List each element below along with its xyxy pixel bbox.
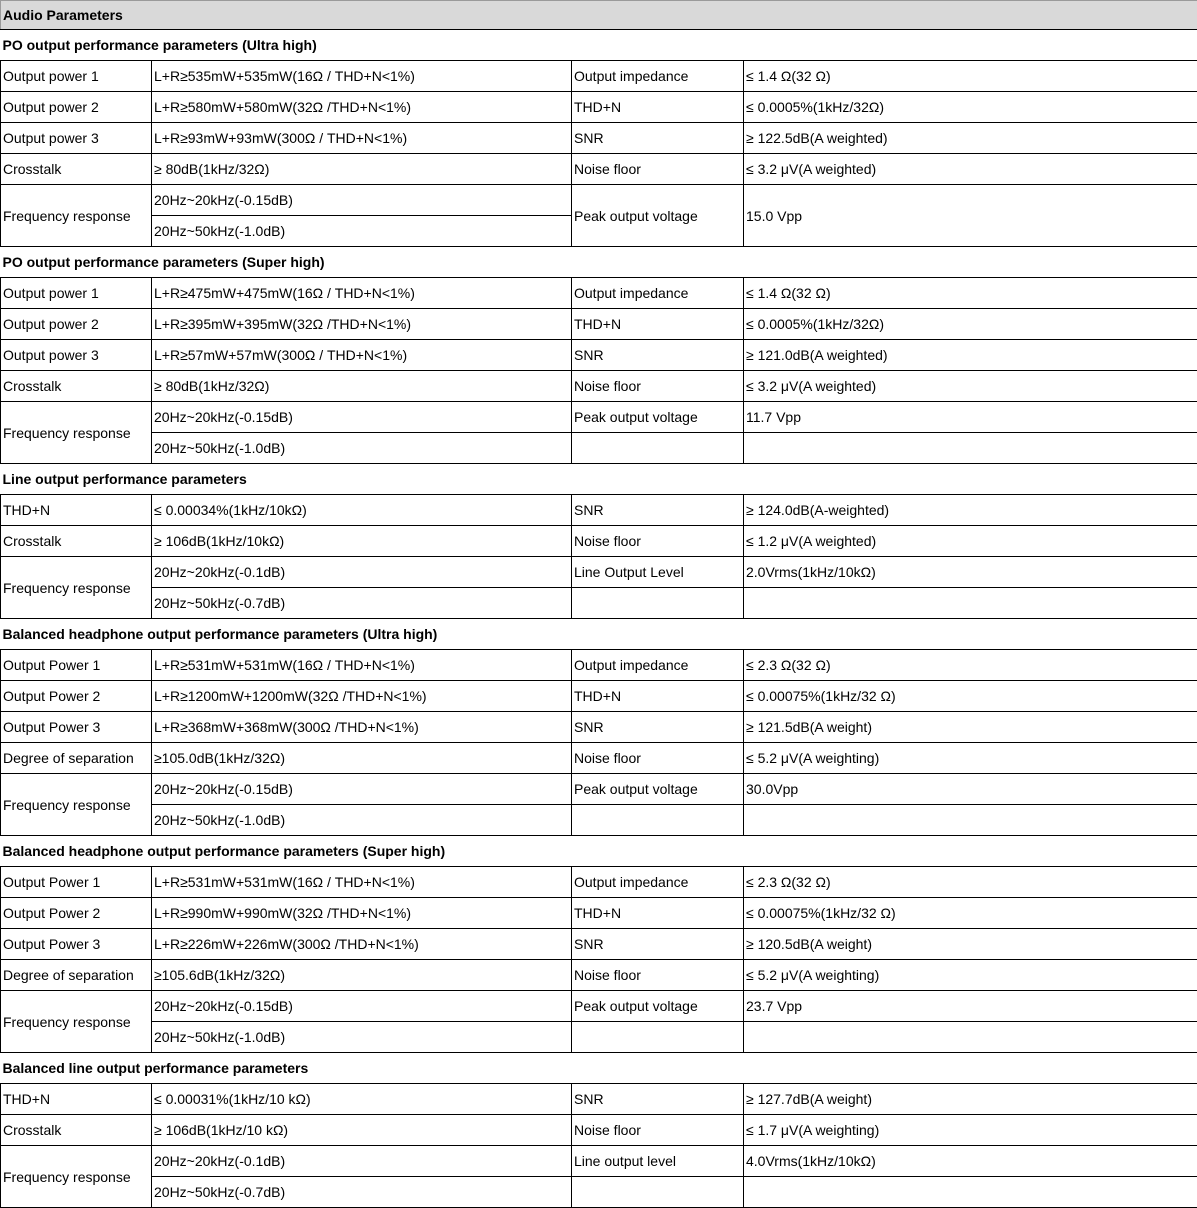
cell-param: Noise floor	[572, 960, 744, 991]
cell-param-value: ≤ 2.3 Ω(32 Ω)	[744, 650, 1197, 681]
cell-param: Noise floor	[572, 154, 744, 185]
cell-value: L+R≥1200mW+1200mW(32Ω /THD+N<1%)	[152, 681, 572, 712]
cell-value: L+R≥368mW+368mW(300Ω /THD+N<1%)	[152, 712, 572, 743]
cell-param: Noise floor	[572, 743, 744, 774]
table-row	[1, 371, 1197, 402]
cell-param: Noise floor	[572, 1115, 744, 1146]
section-title: Balanced headphone output performance parameters (Ultra high)	[1, 619, 1197, 650]
frequency-response-row	[1, 557, 1197, 588]
cell-param-value: ≥ 121.5dB(A weight)	[744, 712, 1197, 743]
table-row	[1, 1084, 1197, 1115]
frequency-response-row	[1, 991, 1197, 1022]
cell-label: Crosstalk	[1, 526, 152, 557]
page-title: Audio Parameters	[1, 1, 1197, 30]
frequency-response-value-2: 20Hz~50kHz(-1.0dB)	[152, 805, 572, 836]
table-row	[1, 61, 1197, 92]
frequency-response-row	[1, 402, 1197, 433]
cell-label: Crosstalk	[1, 154, 152, 185]
cell-label: THD+N	[1, 495, 152, 526]
cell-param: Peak output voltage	[572, 402, 744, 433]
cell-label: Output power 2	[1, 309, 152, 340]
section-header-row	[1, 30, 1197, 61]
cell-value: ≥ 106dB(1kHz/10 kΩ)	[152, 1115, 572, 1146]
cell-param-value: ≤ 1.4 Ω(32 Ω)	[744, 278, 1197, 309]
frequency-response-row	[1, 1146, 1197, 1177]
cell-param-value: ≤ 1.4 Ω(32 Ω)	[744, 61, 1197, 92]
cell-label: Output power 1	[1, 278, 152, 309]
cell-param: THD+N	[572, 681, 744, 712]
cell-param: Noise floor	[572, 371, 744, 402]
frequency-response-label: Frequency response	[1, 774, 152, 836]
cell-label: Output Power 2	[1, 898, 152, 929]
table-title-row	[1, 1, 1197, 30]
cell-param-value: ≥ 120.5dB(A weight)	[744, 929, 1197, 960]
cell-label: THD+N	[1, 1084, 152, 1115]
table-row	[1, 743, 1197, 774]
frequency-response-label: Frequency response	[1, 402, 152, 464]
cell-param-value: ≥ 127.7dB(A weight)	[744, 1084, 1197, 1115]
cell-value: ≤ 0.00034%(1kHz/10kΩ)	[152, 495, 572, 526]
cell-param: Output impedance	[572, 278, 744, 309]
table-row	[1, 929, 1197, 960]
frequency-response-label: Frequency response	[1, 185, 152, 247]
table-row	[1, 278, 1197, 309]
empty-cell	[572, 433, 744, 464]
frequency-response-row	[1, 1177, 1197, 1208]
frequency-response-value-1: 20Hz~20kHz(-0.15dB)	[152, 774, 572, 805]
section-title: Balanced line output performance parameters	[1, 1053, 1197, 1084]
cell-param: Peak output voltage	[572, 185, 744, 247]
cell-param: SNR	[572, 929, 744, 960]
cell-param-value: ≤ 0.0005%(1kHz/32Ω)	[744, 309, 1197, 340]
cell-param: Output impedance	[572, 650, 744, 681]
cell-param-value: ≤ 3.2 μV(A weighted)	[744, 371, 1197, 402]
table-row	[1, 1115, 1197, 1146]
table-row	[1, 867, 1197, 898]
cell-param: Line Output Level	[572, 557, 744, 588]
cell-value: L+R≥990mW+990mW(32Ω /THD+N<1%)	[152, 898, 572, 929]
table-row	[1, 340, 1197, 371]
frequency-response-value-1: 20Hz~20kHz(-0.15dB)	[152, 402, 572, 433]
cell-label: Output Power 3	[1, 929, 152, 960]
frequency-response-label: Frequency response	[1, 991, 152, 1053]
frequency-response-value-2: 20Hz~50kHz(-1.0dB)	[152, 216, 572, 247]
cell-param-value: ≤ 1.7 μV(A weighting)	[744, 1115, 1197, 1146]
cell-param: THD+N	[572, 898, 744, 929]
cell-label: Output Power 3	[1, 712, 152, 743]
cell-param-value: ≤ 2.3 Ω(32 Ω)	[744, 867, 1197, 898]
cell-param-value: ≤ 1.2 μV(A weighted)	[744, 526, 1197, 557]
section-header-row	[1, 619, 1197, 650]
spec-table-body	[1, 1, 1197, 1208]
cell-value: L+R≥226mW+226mW(300Ω /THD+N<1%)	[152, 929, 572, 960]
cell-value: L+R≥57mW+57mW(300Ω / THD+N<1%)	[152, 340, 572, 371]
cell-value: L+R≥535mW+535mW(16Ω / THD+N<1%)	[152, 61, 572, 92]
cell-param: Output impedance	[572, 867, 744, 898]
cell-value: ≥105.0dB(1kHz/32Ω)	[152, 743, 572, 774]
cell-label: Crosstalk	[1, 371, 152, 402]
cell-label: Output power 3	[1, 123, 152, 154]
cell-param-value: 4.0Vrms(1kHz/10kΩ)	[744, 1146, 1197, 1177]
cell-value: ≥ 106dB(1kHz/10kΩ)	[152, 526, 572, 557]
cell-label: Output power 3	[1, 340, 152, 371]
table-row	[1, 681, 1197, 712]
cell-value: ≥ 80dB(1kHz/32Ω)	[152, 154, 572, 185]
table-row	[1, 92, 1197, 123]
cell-param: Peak output voltage	[572, 774, 744, 805]
frequency-response-value-1: 20Hz~20kHz(-0.1dB)	[152, 1146, 572, 1177]
cell-value: ≤ 0.00031%(1kHz/10 kΩ)	[152, 1084, 572, 1115]
cell-param-value: 15.0 Vpp	[744, 185, 1197, 247]
empty-cell	[572, 805, 744, 836]
cell-label: Output power 1	[1, 61, 152, 92]
empty-cell	[744, 1177, 1197, 1208]
frequency-response-label: Frequency response	[1, 557, 152, 619]
cell-param: THD+N	[572, 309, 744, 340]
cell-value: ≥ 80dB(1kHz/32Ω)	[152, 371, 572, 402]
empty-cell	[744, 805, 1197, 836]
cell-param: Peak output voltage	[572, 991, 744, 1022]
cell-label: Output power 2	[1, 92, 152, 123]
empty-cell	[744, 588, 1197, 619]
section-title: PO output performance parameters (Super high)	[1, 247, 1197, 278]
cell-param: Line output level	[572, 1146, 744, 1177]
cell-param: SNR	[572, 340, 744, 371]
section-title: Balanced headphone output performance parameters (Super high)	[1, 836, 1197, 867]
section-header-row	[1, 464, 1197, 495]
table-row	[1, 650, 1197, 681]
table-row	[1, 526, 1197, 557]
section-title: PO output performance parameters (Ultra high)	[1, 30, 1197, 61]
cell-value: ≥105.6dB(1kHz/32Ω)	[152, 960, 572, 991]
table-row	[1, 123, 1197, 154]
cell-label: Output Power 1	[1, 650, 152, 681]
empty-cell	[572, 1177, 744, 1208]
cell-param: THD+N	[572, 92, 744, 123]
frequency-response-value-1: 20Hz~20kHz(-0.15dB)	[152, 991, 572, 1022]
cell-param-value: 23.7 Vpp	[744, 991, 1197, 1022]
cell-label: Degree of separation	[1, 960, 152, 991]
cell-param-value: ≤ 3.2 μV(A weighted)	[744, 154, 1197, 185]
cell-label: Crosstalk	[1, 1115, 152, 1146]
cell-value: L+R≥531mW+531mW(16Ω / THD+N<1%)	[152, 650, 572, 681]
table-row	[1, 154, 1197, 185]
frequency-response-row	[1, 433, 1197, 464]
empty-cell	[744, 1022, 1197, 1053]
cell-param-value: ≤ 0.00075%(1kHz/32 Ω)	[744, 898, 1197, 929]
cell-param: SNR	[572, 123, 744, 154]
frequency-response-label: Frequency response	[1, 1146, 152, 1208]
table-row	[1, 898, 1197, 929]
frequency-response-value-2: 20Hz~50kHz(-0.7dB)	[152, 588, 572, 619]
section-header-row	[1, 836, 1197, 867]
frequency-response-row	[1, 774, 1197, 805]
frequency-response-row	[1, 1022, 1197, 1053]
table-row	[1, 712, 1197, 743]
cell-param: SNR	[572, 495, 744, 526]
cell-param: SNR	[572, 712, 744, 743]
section-header-row	[1, 247, 1197, 278]
cell-param: Noise floor	[572, 526, 744, 557]
frequency-response-value-1: 20Hz~20kHz(-0.15dB)	[152, 185, 572, 216]
cell-label: Output Power 1	[1, 867, 152, 898]
empty-cell	[744, 433, 1197, 464]
empty-cell	[572, 1022, 744, 1053]
section-header-row	[1, 1053, 1197, 1084]
cell-param: SNR	[572, 1084, 744, 1115]
table-row	[1, 309, 1197, 340]
frequency-response-value-2: 20Hz~50kHz(-1.0dB)	[152, 433, 572, 464]
cell-param-value: ≤ 5.2 μV(A weighting)	[744, 743, 1197, 774]
section-title: Line output performance parameters	[1, 464, 1197, 495]
frequency-response-value-2: 20Hz~50kHz(-1.0dB)	[152, 1022, 572, 1053]
cell-param-value: ≥ 124.0dB(A-weighted)	[744, 495, 1197, 526]
cell-value: L+R≥93mW+93mW(300Ω / THD+N<1%)	[152, 123, 572, 154]
cell-param-value: ≥ 122.5dB(A weighted)	[744, 123, 1197, 154]
frequency-response-row	[1, 805, 1197, 836]
cell-param-value: ≤ 5.2 μV(A weighting)	[744, 960, 1197, 991]
frequency-response-value-2: 20Hz~50kHz(-0.7dB)	[152, 1177, 572, 1208]
cell-param-value: ≥ 121.0dB(A weighted)	[744, 340, 1197, 371]
frequency-response-row	[1, 588, 1197, 619]
cell-label: Output Power 2	[1, 681, 152, 712]
cell-value: L+R≥395mW+395mW(32Ω /THD+N<1%)	[152, 309, 572, 340]
cell-value: L+R≥531mW+531mW(16Ω / THD+N<1%)	[152, 867, 572, 898]
frequency-response-value-1: 20Hz~20kHz(-0.1dB)	[152, 557, 572, 588]
cell-param: Output impedance	[572, 61, 744, 92]
cell-param-value: 30.0Vpp	[744, 774, 1197, 805]
cell-label: Degree of separation	[1, 743, 152, 774]
table-row	[1, 960, 1197, 991]
empty-cell	[572, 588, 744, 619]
table-row	[1, 495, 1197, 526]
frequency-response-row	[1, 185, 1197, 216]
cell-param-value: ≤ 0.00075%(1kHz/32 Ω)	[744, 681, 1197, 712]
cell-value: L+R≥580mW+580mW(32Ω /THD+N<1%)	[152, 92, 572, 123]
cell-param-value: ≤ 0.0005%(1kHz/32Ω)	[744, 92, 1197, 123]
cell-value: L+R≥475mW+475mW(16Ω / THD+N<1%)	[152, 278, 572, 309]
cell-param-value: 2.0Vrms(1kHz/10kΩ)	[744, 557, 1197, 588]
cell-param-value: 11.7 Vpp	[744, 402, 1197, 433]
